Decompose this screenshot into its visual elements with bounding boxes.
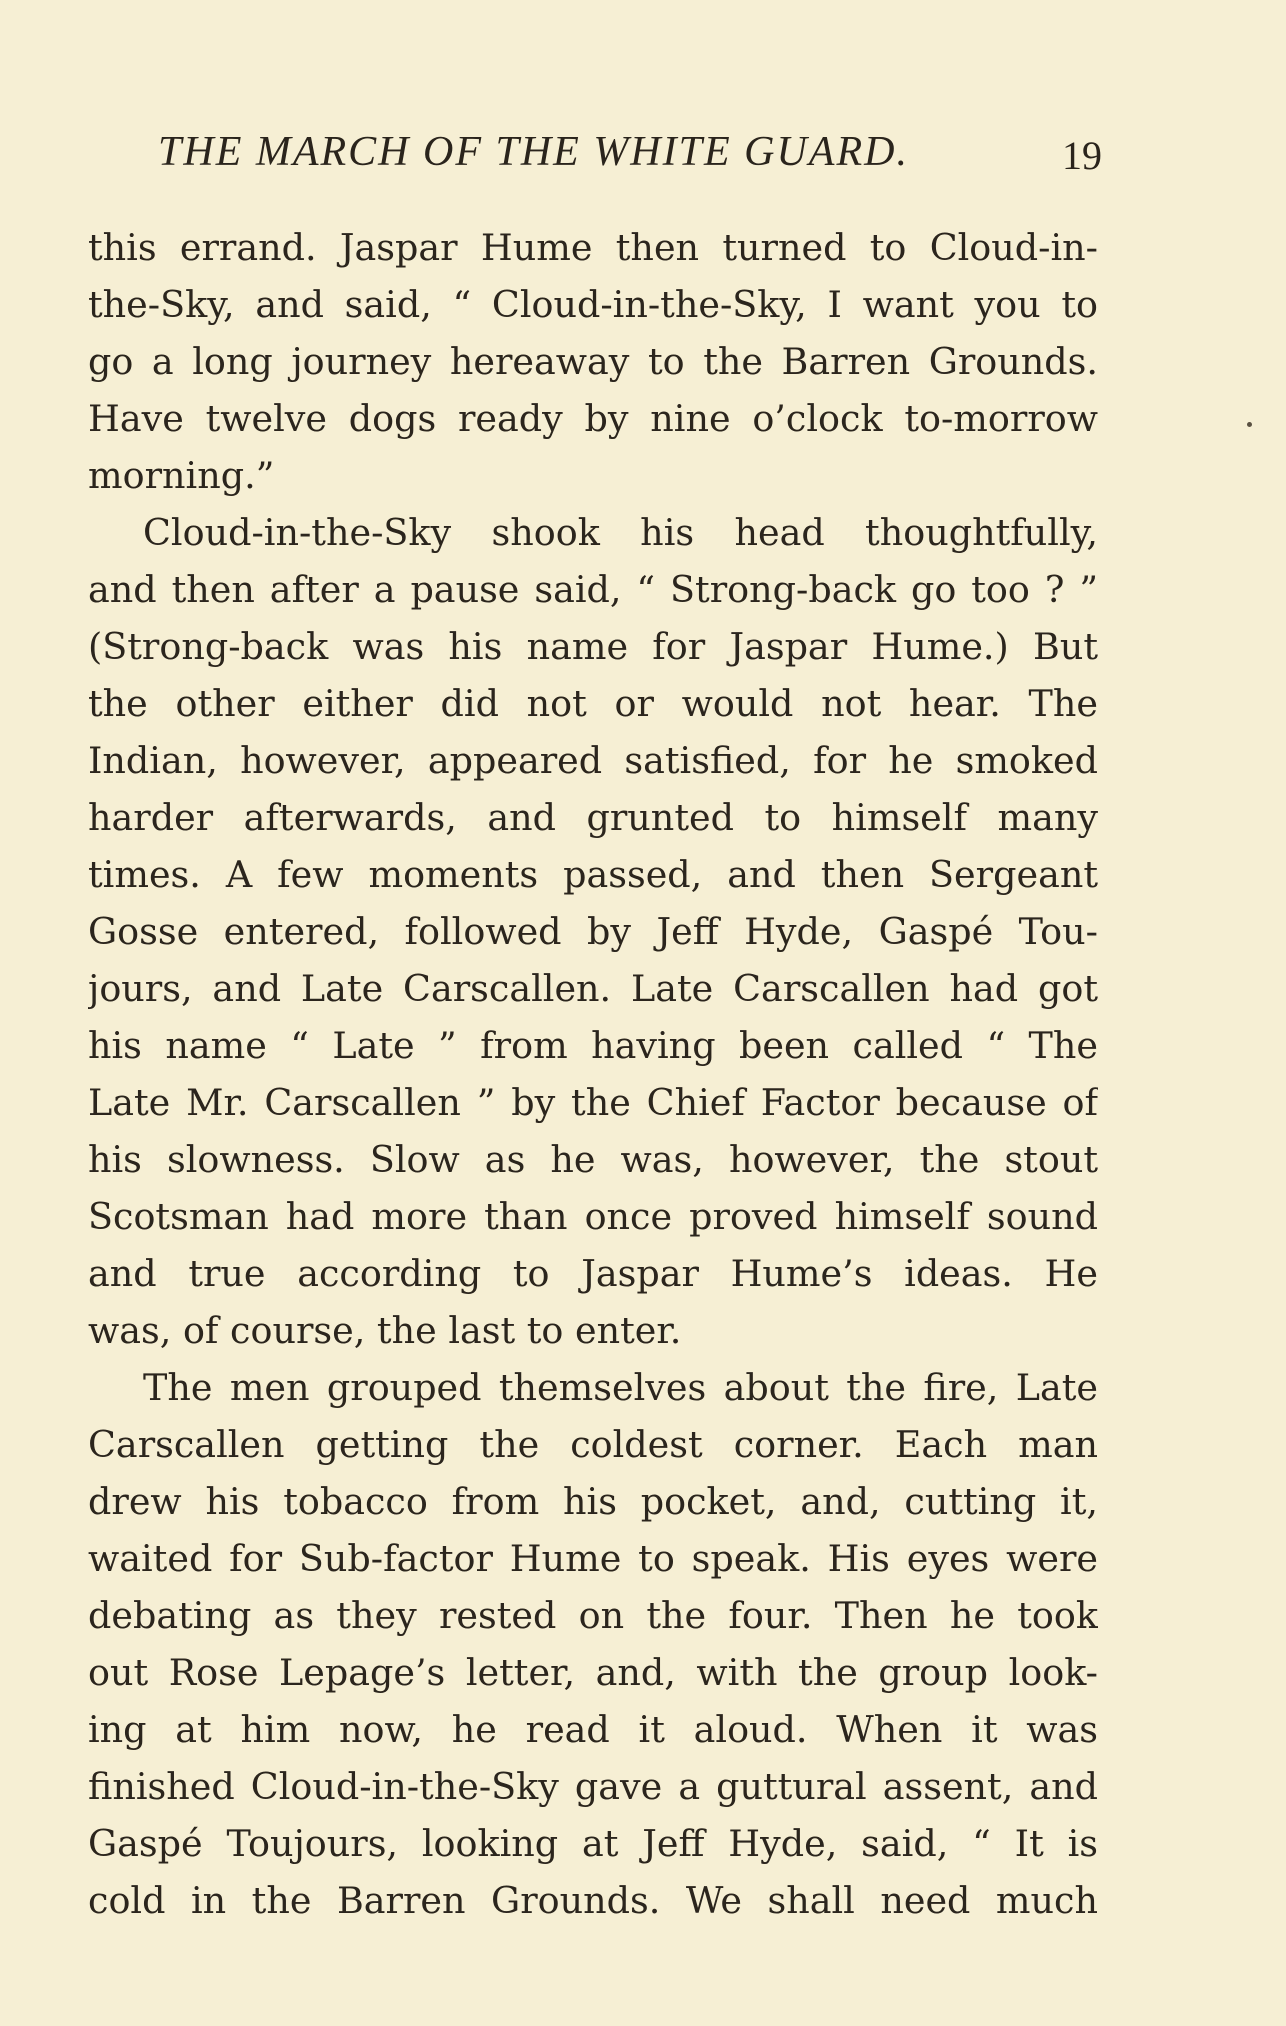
margin-speck: [1247, 422, 1252, 427]
running-title: THE MARCH OF THE WHITE GUARD.: [158, 129, 909, 175]
text-line: Gosse entered, followed by Jeff Hyde, Gaspé Tou-: [88, 910, 1098, 953]
text-line: the-Sky, and said, “ Cloud-in-the-Sky, I want you to: [88, 283, 1098, 326]
text-line: debating as they rested on the four. Then he took: [88, 1594, 1098, 1637]
text-line: waited for Sub-factor Hume to speak. His eyes were: [88, 1537, 1098, 1580]
body-text: [88, 219, 1098, 1929]
text-line: Scotsman had more than once proved himself sound: [88, 1195, 1098, 1238]
text-line: cold in the Barren Grounds. We shall need much: [88, 1879, 1098, 1922]
text-line: go a long journey hereaway to the Barren Grounds.: [88, 340, 1098, 383]
page-number: 19: [1062, 133, 1102, 178]
text-line: Have twelve dogs ready by nine o’clock to-morrow: [88, 397, 1098, 440]
text-line: times. A few moments passed, and then Sergeant: [88, 853, 1098, 896]
text-line: his slowness. Slow as he was, however, the stout: [88, 1138, 1098, 1181]
text-line: morning.”: [88, 454, 275, 497]
text-line: out Rose Lepage’s letter, and, with the group look-: [88, 1651, 1098, 1694]
running-head: [150, 122, 1100, 182]
text-line: was, of course, the last to enter.: [88, 1309, 682, 1352]
text-line: harder afterwards, and grunted to himself many: [88, 796, 1098, 839]
text-line: jours, and Late Carscallen. Late Carscallen had got: [88, 967, 1098, 1010]
text-line: drew his tobacco from his pocket, and, cutting it,: [88, 1480, 1098, 1523]
text-line: Carscallen getting the coldest corner. Each man: [88, 1423, 1098, 1466]
text-line: Gaspé Toujours, looking at Jeff Hyde, said, “ It is: [88, 1822, 1098, 1865]
text-line: and then after a pause said, “ Strong-back go too ? ”: [88, 568, 1098, 611]
text-line: this errand. Jaspar Hume then turned to Cloud-in-: [88, 226, 1098, 269]
text-line: The men grouped themselves about the fire, Late: [143, 1366, 1098, 1409]
text-line: Late Mr. Carscallen ” by the Chief Factor because of: [88, 1081, 1098, 1124]
text-line: and true according to Jaspar Hume’s ideas. He: [88, 1252, 1098, 1295]
text-line: Indian, however, appeared satisfied, for he smoked: [88, 739, 1098, 782]
text-line: the other either did not or would not hear. The: [88, 682, 1098, 725]
text-line: his name “ Late ” from having been called “ The: [88, 1024, 1098, 1067]
text-line: Cloud-in-the-Sky shook his head thoughtfully,: [143, 511, 1098, 554]
text-line: (Strong-back was his name for Jaspar Hume.) But: [88, 625, 1098, 668]
text-line: ing at him now, he read it aloud. When it was: [88, 1708, 1098, 1751]
text-line: finished Cloud-in-the-Sky gave a guttural assent, and: [88, 1765, 1098, 1808]
